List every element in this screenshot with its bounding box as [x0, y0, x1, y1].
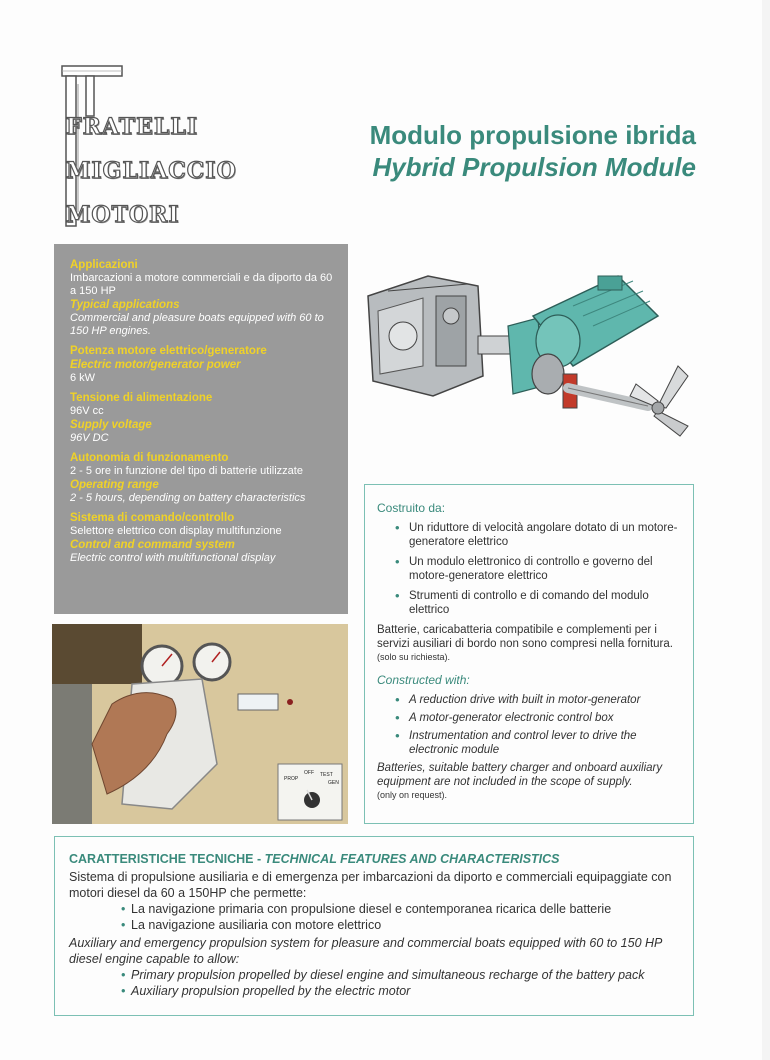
electric-motor-icon — [533, 276, 658, 367]
specifications-panel — [54, 244, 348, 614]
spec-label-it: Sistema di comando/controllo — [70, 512, 235, 524]
list-item: • A reduction drive with built in motor-generator — [395, 693, 681, 707]
construction-box — [364, 484, 694, 824]
logo-word-migliaccio: MIGLIACCIO — [66, 158, 237, 184]
logo-word-motori: MOTORI — [66, 202, 180, 228]
gearbox-icon — [368, 276, 483, 396]
spec-voltage — [70, 391, 336, 445]
spec-label-en: Supply voltage — [70, 419, 152, 431]
switch-label-off: OFF — [304, 770, 314, 776]
switch-label-prop: PROP — [284, 776, 299, 782]
title-english: Hybrid Propulsion Module — [372, 152, 696, 182]
spec-control-system — [70, 511, 336, 565]
spec-value-en: 96V DC — [70, 432, 109, 444]
spec-label-en: Control and command system — [70, 539, 235, 551]
list-item: • Un riduttore di velocità angolare dotato di un motore-generatore elettrico — [395, 521, 681, 549]
control-panel-photo — [52, 624, 348, 824]
list-item: • Primary propulsion propelled by diesel engine and simultaneous recharge of the battery pack — [121, 967, 679, 983]
built-heading-en: Constructed with: — [377, 673, 470, 687]
spec-label-it: Tensione di alimentazione — [70, 392, 213, 404]
list-item: • La navigazione primaria con propulsione diesel e contemporanea ricarica delle batterie — [121, 901, 679, 917]
tech-intro-it: Sistema di propulsione ausiliaria e di emergenza per imbarcazioni da diporto e commerciali equipaggiate con motori diesel da 60 a 150HP che permette: — [69, 870, 672, 900]
built-note-it: Batterie, caricabatteria compatibile e complementi per i servizi ausiliari di bordo non sono compresi nella fornitura. (solo su richiesta). — [377, 624, 673, 662]
built-note-en: Batteries, suitable battery charger and onboard auxiliary equipment are not included in the scope of supply. (only on request). — [377, 762, 663, 800]
spec-label-it: Autonomia di funzionamento — [70, 452, 229, 464]
spec-value-en: Commercial and pleasure boats equipped with 60 to 150 HP engines. — [70, 312, 324, 337]
list-item: • Instrumentation and control lever to drive the electronic module — [395, 729, 681, 757]
spec-label-it: Potenza motore elettrico/generatore — [70, 345, 267, 357]
spec-operating-range — [70, 451, 336, 505]
tech-list-en — [69, 967, 679, 999]
list-item: • Strumenti di controllo e di comando del modulo elettrico — [395, 589, 681, 617]
spec-value-it: 96V cc — [70, 405, 104, 417]
tech-title: CARATTERISTICHE TECNICHE - TECHNICAL FEATURES AND CHARACTERISTICS — [69, 852, 560, 866]
tech-intro-en: Auxiliary and emergency propulsion system for pleasure and commercial boats equipped with 60 to 150 HP diesel engine capable to allow: — [69, 936, 662, 966]
built-list-en — [377, 693, 681, 757]
spec-value-en: Electric control with multifunctional display — [70, 552, 276, 564]
spec-value-it: Imbarcazioni a motore commerciali e da diporto da 60 a 150 HP — [70, 272, 333, 297]
technical-features-box — [54, 836, 694, 1016]
switch-label-test: TEST — [320, 772, 333, 778]
logo-word-fratelli: FRATELLI — [66, 114, 199, 140]
propulsion-module-illustration — [358, 256, 698, 456]
spec-value-en: 2 - 5 hours, depending on battery characteristics — [70, 492, 306, 504]
spec-label-it: Applicazioni — [70, 259, 138, 271]
spec-power — [70, 344, 336, 385]
spec-value: 6 kW — [70, 372, 96, 384]
list-item: • Un modulo elettronico di controllo e governo del motore-generatore elettrico — [395, 555, 681, 583]
list-item: • Auxiliary propulsion propelled by the electric motor — [121, 983, 679, 999]
spec-applications — [70, 258, 336, 338]
built-list-it — [377, 521, 681, 617]
spec-value-it: 2 - 5 ore in funzione del tipo di batterie utilizzate — [70, 465, 303, 477]
list-item: • La navigazione ausiliaria con motore elettrico — [121, 917, 679, 933]
built-heading-it: Costruito da: — [377, 501, 446, 515]
company-logo — [52, 62, 237, 232]
spec-value-it: Selettore elettrico con display multifunzione — [70, 525, 282, 537]
spec-label-en: Electric motor/generator power — [70, 359, 241, 371]
title-italian: Modulo propulsione ibrida — [369, 120, 696, 150]
switch-label-gen: GEN — [328, 780, 339, 786]
list-item: • A motor-generator electronic control box — [395, 711, 681, 725]
spec-label-en: Operating range — [70, 479, 159, 491]
spec-label-en: Typical applications — [70, 299, 180, 311]
tech-list-it — [69, 901, 679, 933]
